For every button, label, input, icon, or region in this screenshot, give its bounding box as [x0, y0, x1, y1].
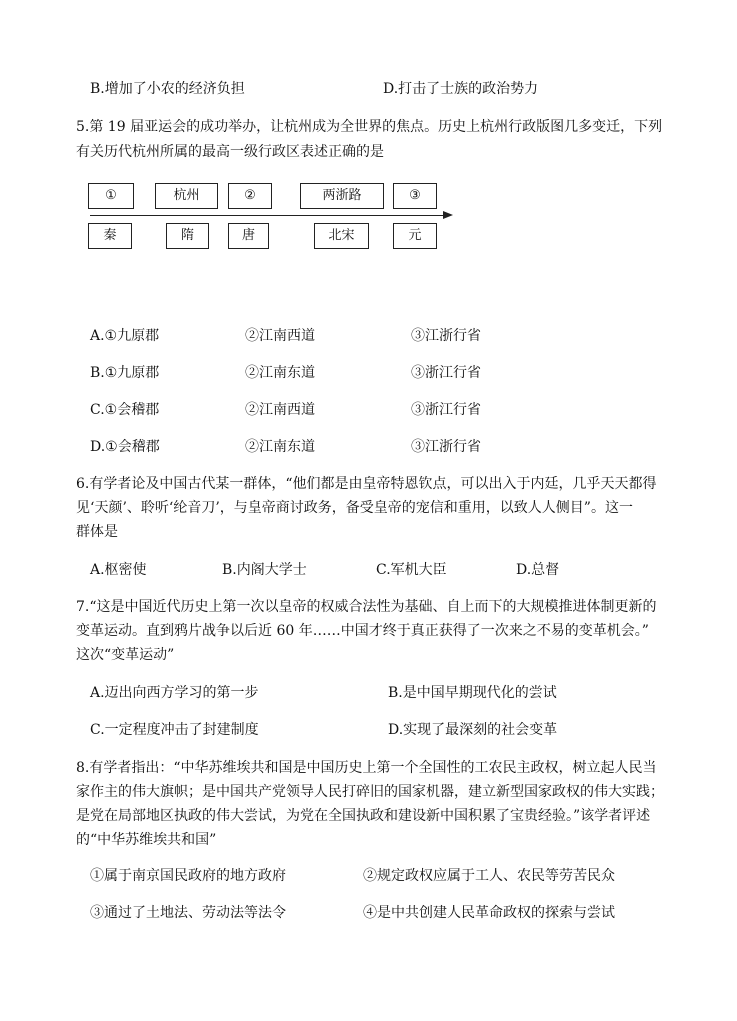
q6-stem-line2: 见‘天颜’、聆听‘纶音刀’，与皇帝商讨政务，备受皇帝的宠信和重用，以致人人侧目”。这一	[76, 500, 633, 516]
q5-option-d-3: ③江浙行省	[411, 439, 481, 455]
q8-stem-line2: 家作主的伟大旗帜；是中国共产党领导人民打碎旧的国家机器，建立新型国家政权的伟大实践；	[76, 784, 664, 800]
timeline-top-4: 两浙路	[300, 183, 384, 209]
timeline-arrow-icon	[443, 211, 453, 219]
timeline-top-1: ①	[88, 183, 134, 209]
q5-option-c-2: ②江南西道	[245, 402, 315, 418]
timeline-bottom-3: 唐	[228, 223, 269, 249]
timeline-bottom-5: 元	[393, 223, 437, 249]
timeline-axis	[90, 215, 445, 216]
q8-item-1: ①属于南京国民政府的地方政府	[90, 868, 286, 884]
q6-stem-line1: 6.有学者论及中国古代某一群体，“他们都是由皇帝特恩钦点，可以出入于内廷，几乎天天都得	[76, 476, 657, 492]
q4-option-d: D.打击了士族的政治势力	[383, 81, 539, 97]
q7-option-d: D.实现了最深刻的社会变革	[388, 722, 558, 738]
q8-stem-line4: 的“中华苏维埃共和国”	[76, 832, 217, 848]
q8-item-4: ④是中共创建人民革命政权的探索与尝试	[363, 905, 615, 921]
q5-option-a-1: A.①九原郡	[90, 328, 160, 344]
q7-stem-line2: 变革运动。直到鸦片战争以后近 60 年……中国才终于真正获得了一次来之不易的变革机会。”	[76, 623, 649, 639]
q5-option-b-3: ③浙江行省	[411, 365, 481, 381]
q7-stem-line1: 7.“这是中国近代历史上第一次以皇帝的权威合法性为基础、自上而下的大规模推进体制更新的	[76, 599, 657, 615]
q5-option-a-2: ②江南西道	[245, 328, 315, 344]
q7-option-c: C.一定程度冲击了封建制度	[90, 722, 259, 738]
timeline-bottom-2: 隋	[166, 223, 209, 249]
q6-option-a: A.枢密使	[90, 562, 147, 578]
q5-option-d-2: ②江南东道	[245, 439, 315, 455]
q5-option-b-2: ②江南东道	[245, 365, 315, 381]
q8-item-3: ③通过了土地法、劳动法等法令	[90, 905, 286, 921]
q5-stem-line1: 5.第 19 届亚运会的成功举办，让杭州成为全世界的焦点。历史上杭州行政版图几多变迁，下列	[76, 119, 663, 135]
timeline-bottom-4: 北宋	[314, 223, 369, 249]
q5-option-a-3: ③江浙行省	[411, 328, 481, 344]
timeline-top-3: ②	[228, 183, 272, 209]
q6-option-d: D.总督	[516, 562, 560, 578]
q6-option-b: B.内阁大学士	[222, 562, 307, 578]
q6-option-c: C.军机大臣	[376, 562, 447, 578]
q8-stem-line3: 是党在局部地区执政的伟大尝试，为党在全国执政和建设新中国积累了宝贵经验。”该学者评述	[76, 808, 651, 824]
q4-option-b: B.增加了小农的经济负担	[90, 81, 245, 97]
q5-option-b-1: B.①九原郡	[90, 365, 160, 381]
timeline-top-2: 杭州	[155, 183, 218, 209]
q7-stem-line3: 这次“变革运动”	[76, 647, 175, 663]
q7-option-a: A.迈出向西方学习的第一步	[90, 685, 259, 701]
q5-option-c-1: C.①会稽郡	[90, 402, 160, 418]
timeline-top-5: ③	[393, 183, 437, 209]
timeline-bottom-1: 秦	[88, 223, 132, 249]
q5-stem-line2: 有关历代杭州所属的最高一级行政区表述正确的是	[76, 144, 384, 160]
q5-option-c-3: ③浙江行省	[411, 402, 481, 418]
q6-stem-line3: 群体是	[76, 524, 118, 540]
q8-item-2: ②规定政权应属于工人、农民等劳苦民众	[363, 868, 615, 884]
q8-stem-line1: 8.有学者指出：“中华苏维埃共和国是中国历史上第一个全国性的工农民主政权，树立起人民当	[76, 760, 657, 776]
q5-option-d-1: D.①会稽郡	[90, 439, 160, 455]
q7-option-b: B.是中国早期现代化的尝试	[388, 685, 557, 701]
